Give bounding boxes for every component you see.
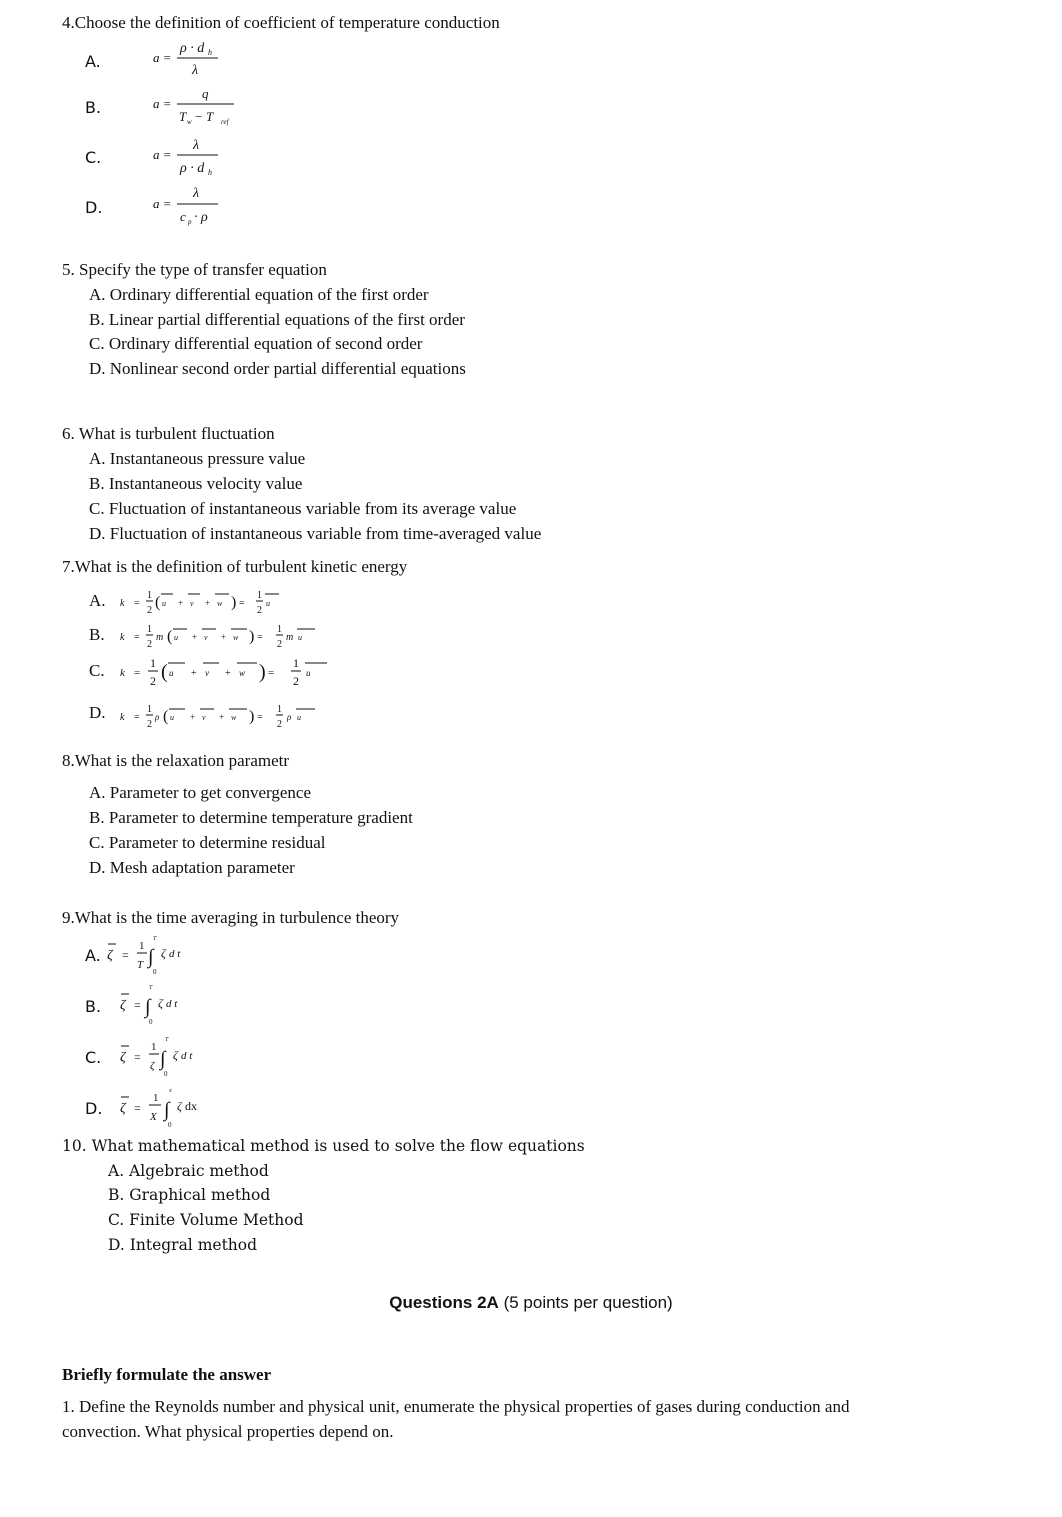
q4-option-b-formula (150, 84, 250, 130)
q9a-zeta: ζ (107, 948, 113, 963)
q4b-den: T (179, 109, 187, 124)
q7d-two2: 2 (277, 719, 282, 730)
q4-option-d-label: D. (85, 198, 103, 217)
q7a-u2: u (266, 599, 270, 608)
brief-answer-heading: Briefly formulate the answer (62, 1365, 272, 1384)
q7a-paren-close: ) (231, 594, 237, 611)
q7b-u: u (174, 633, 178, 642)
q7b-m: m (156, 632, 164, 643)
q9d-int: ∫ (164, 1099, 170, 1121)
q7d-eq2: = (257, 712, 263, 723)
q7-option-b-formula (115, 621, 330, 655)
q7a-eq: = (134, 598, 140, 609)
q7b-paren-open: ( (167, 628, 173, 645)
q7c-w: w (239, 668, 246, 678)
q7b-v: v (204, 633, 208, 642)
q10-option-d: D. Integral method (108, 1236, 258, 1254)
question-4-title: 4.Choose the definition of coefficient of temperature conduction (62, 13, 500, 32)
q4c-num: λ (193, 138, 200, 153)
q4d-den: c (180, 209, 186, 224)
section-2a-title: Questions 2A (389, 1293, 499, 1312)
q4a-num-sub: h (208, 48, 212, 57)
q9d-X: X (150, 1111, 157, 1123)
q9c-upper: T (165, 1037, 169, 1043)
q9-option-b-formula (118, 982, 198, 1028)
q7b-two2: 2 (277, 639, 282, 650)
question-5-title: 5. Specify the type of transfer equation (62, 260, 327, 279)
q4c-den: ρ · d (180, 161, 205, 176)
q9a-dt: d t (169, 948, 181, 960)
q4c-den-sub: h (208, 168, 212, 177)
q10-option-c: C. Finite Volume Method (108, 1211, 304, 1229)
q4-option-a-formula (150, 36, 240, 80)
q9b-int: ∫ (145, 996, 151, 1018)
section-2a-heading (0, 1293, 1062, 1313)
question-8-title: 8.What is the relaxation parametr (62, 751, 290, 770)
q4d-den2: · ρ (194, 210, 208, 225)
q7a-plus1: + (178, 598, 184, 608)
q7a-two: 2 (147, 605, 152, 616)
q10-option-a: A. Algebraic method (108, 1162, 269, 1180)
q7a-eq2: = (239, 598, 245, 609)
q7b-two: 2 (147, 639, 152, 650)
question-7-title: 7.What is the definition of turbulent kinetic energy (62, 557, 408, 576)
q7d-paren-open: ( (163, 708, 169, 725)
q7a-plus2: + (205, 598, 211, 608)
q4-option-b-label: B. (85, 98, 102, 117)
q9b-zeta2: ζ (158, 996, 163, 1010)
q9b-dt: d t (166, 998, 178, 1010)
q7d-rho: ρ (155, 712, 160, 722)
q8-option-c: C. Parameter to determine residual (89, 833, 326, 852)
q7b-m2: m (286, 632, 294, 643)
q4a-num: ρ · d (180, 41, 205, 56)
q7d-two: 2 (147, 719, 152, 730)
q9-option-b-label: B. (85, 997, 102, 1016)
q7-option-d-label: D. (89, 703, 106, 722)
q5-option-b: B. Linear partial differential equations of the first order (89, 310, 465, 329)
q9a-upper: T (153, 936, 157, 942)
q9-option-c-formula (118, 1032, 208, 1080)
q4b-lhs: a = (153, 96, 172, 111)
q9d-upper: x (169, 1088, 172, 1094)
q7c-one: 1 (150, 656, 156, 670)
section-2a-subtitle: (5 points per question) (498, 1293, 673, 1312)
q6-option-d: D. Fluctuation of instantaneous variable from time-averaged value (89, 524, 542, 543)
q7d-u: u (170, 713, 174, 722)
q4a-den: λ (192, 63, 199, 78)
q4b-den-sub: w (187, 118, 192, 126)
q9a-eq: = (122, 948, 129, 962)
q9d-dx: dx (185, 1099, 197, 1113)
q7c-one2: 1 (293, 656, 299, 670)
q7b-k: k (120, 632, 125, 643)
q4c-lhs: a = (153, 147, 172, 162)
q9c-zeta2: ζ (173, 1048, 178, 1062)
q7c-paren-open: ( (161, 661, 168, 683)
q4a-lhs: a = (153, 50, 172, 65)
q9b-upper: T (149, 985, 153, 991)
q7b-paren-close: ) (249, 628, 255, 645)
q9-option-a-formula (105, 930, 195, 978)
q5-option-d: D. Nonlinear second order partial differential equations (89, 359, 466, 378)
q7c-k: k (120, 667, 125, 679)
q7b-eq2: = (257, 632, 263, 643)
q7d-one: 1 (147, 704, 152, 715)
q8-option-a: A. Parameter to get convergence (89, 783, 312, 802)
q7c-paren-close: ) (259, 661, 266, 683)
q4-option-d-formula (150, 182, 240, 228)
q5-option-a: A. Ordinary differential equation of the first order (89, 285, 429, 304)
q9c-dt: d t (181, 1050, 193, 1062)
q9a-T: T (137, 959, 144, 971)
q7c-two: 2 (150, 674, 156, 688)
q7c-two2: 2 (293, 674, 299, 688)
q9c-zeta: ζ (120, 1050, 126, 1065)
q9-option-a-label: A. (85, 946, 101, 965)
q4b-den2-sub: ref (221, 118, 229, 126)
q7d-w: w (231, 713, 237, 722)
q7-option-a-label: A. (89, 591, 106, 610)
q7-option-a-formula (115, 586, 295, 620)
q4d-den-sub: p (188, 218, 192, 226)
q7b-eq: = (134, 632, 140, 643)
q4b-num: q (202, 86, 209, 101)
q9d-zeta: ζ (120, 1101, 126, 1116)
q7a-two2: 2 (257, 605, 262, 616)
q9a-one: 1 (139, 940, 145, 952)
q7d-one2: 1 (277, 704, 282, 715)
q7b-one: 1 (147, 624, 152, 635)
q6-option-a: A. Instantaneous pressure value (89, 449, 306, 468)
q7a-v: v (190, 599, 194, 608)
q7b-plus1: + (192, 632, 198, 642)
q9-option-d-label: D. (85, 1099, 103, 1118)
q9b-eq: = (134, 998, 141, 1012)
q7d-v: v (202, 713, 206, 722)
q7a-w: w (217, 599, 223, 608)
q10-option-b: B. Graphical method (108, 1186, 271, 1204)
q9c-lower: 0 (164, 1070, 168, 1078)
q4-option-c-label: C. (85, 148, 102, 167)
q7c-eq2: = (268, 667, 275, 679)
q7c-eq: = (134, 667, 141, 679)
q7b-plus2: + (221, 632, 227, 642)
q7c-u2: u (306, 668, 311, 678)
q4d-num: λ (193, 186, 200, 201)
q7a-k: k (120, 598, 125, 609)
q7d-plus2: + (219, 712, 225, 722)
q8-option-d: D. Mesh adaptation parameter (89, 858, 295, 877)
q7c-v: v (205, 668, 209, 678)
q7c-u: u (169, 668, 174, 678)
question-10-title: 10. What mathematical method is used to solve the flow equations (62, 1137, 585, 1155)
q6-option-c: C. Fluctuation of instantaneous variable from its average value (89, 499, 517, 518)
q7a-one: 1 (147, 590, 152, 601)
q7-option-b-label: B. (89, 625, 105, 644)
q8-option-b: B. Parameter to determine temperature gradient (89, 808, 413, 827)
q9a-lower: 0 (153, 968, 157, 976)
q9d-zeta2: ζ (177, 1099, 182, 1113)
q9-option-c-label: C. (85, 1048, 102, 1067)
q7d-rho2: ρ (287, 712, 292, 722)
q9d-eq: = (134, 1101, 141, 1115)
q7d-paren-close: ) (249, 708, 255, 725)
q7-option-c-label: C. (89, 661, 105, 680)
q4-option-c-formula (150, 134, 240, 180)
q7d-u2: u (297, 713, 301, 722)
q7c-plus1: + (191, 668, 197, 679)
q9a-int: ∫ (148, 946, 154, 968)
q9c-one: 1 (151, 1041, 157, 1053)
brief-question-1-line-1: 1. Define the Reynolds number and physical unit, enumerate the physical properties of gases during conduction and (62, 1397, 850, 1416)
q4-option-a-label: A. (85, 52, 101, 71)
q7-option-d-formula (115, 701, 330, 735)
question-6-title: 6. What is turbulent fluctuation (62, 424, 275, 443)
q7-option-c-formula (115, 654, 335, 692)
q7b-u2: u (298, 633, 302, 642)
q7d-k: k (120, 712, 125, 723)
q9a-zeta2: ζ (161, 946, 166, 960)
q9c-int: ∫ (160, 1048, 166, 1070)
q7d-eq: = (134, 712, 140, 723)
q7a-one2: 1 (257, 590, 262, 601)
q9-option-d-formula (118, 1083, 218, 1131)
brief-question-1-line-2: convection. What physical properties depend on. (62, 1422, 394, 1441)
q6-option-b: B. Instantaneous velocity value (89, 474, 303, 493)
q5-option-c: C. Ordinary differential equation of second order (89, 334, 423, 353)
q9c-zeta-den: ζ (150, 1060, 155, 1072)
q4b-den2: − T (194, 109, 214, 124)
q7b-one2: 1 (277, 624, 282, 635)
q9d-lower: 0 (168, 1121, 172, 1129)
q7a-u: u (162, 599, 166, 608)
q7d-plus1: + (190, 712, 196, 722)
q9c-eq: = (134, 1050, 141, 1064)
q7b-w: w (233, 633, 239, 642)
q7a-paren-open: ( (155, 594, 161, 611)
q9b-lower: 0 (149, 1018, 153, 1026)
question-9-title: 9.What is the time averaging in turbulence theory (62, 908, 400, 927)
q9d-one: 1 (153, 1092, 159, 1104)
q9b-zeta: ζ (120, 998, 126, 1013)
q7c-plus2: + (225, 668, 231, 679)
q4d-lhs: a = (153, 196, 172, 211)
